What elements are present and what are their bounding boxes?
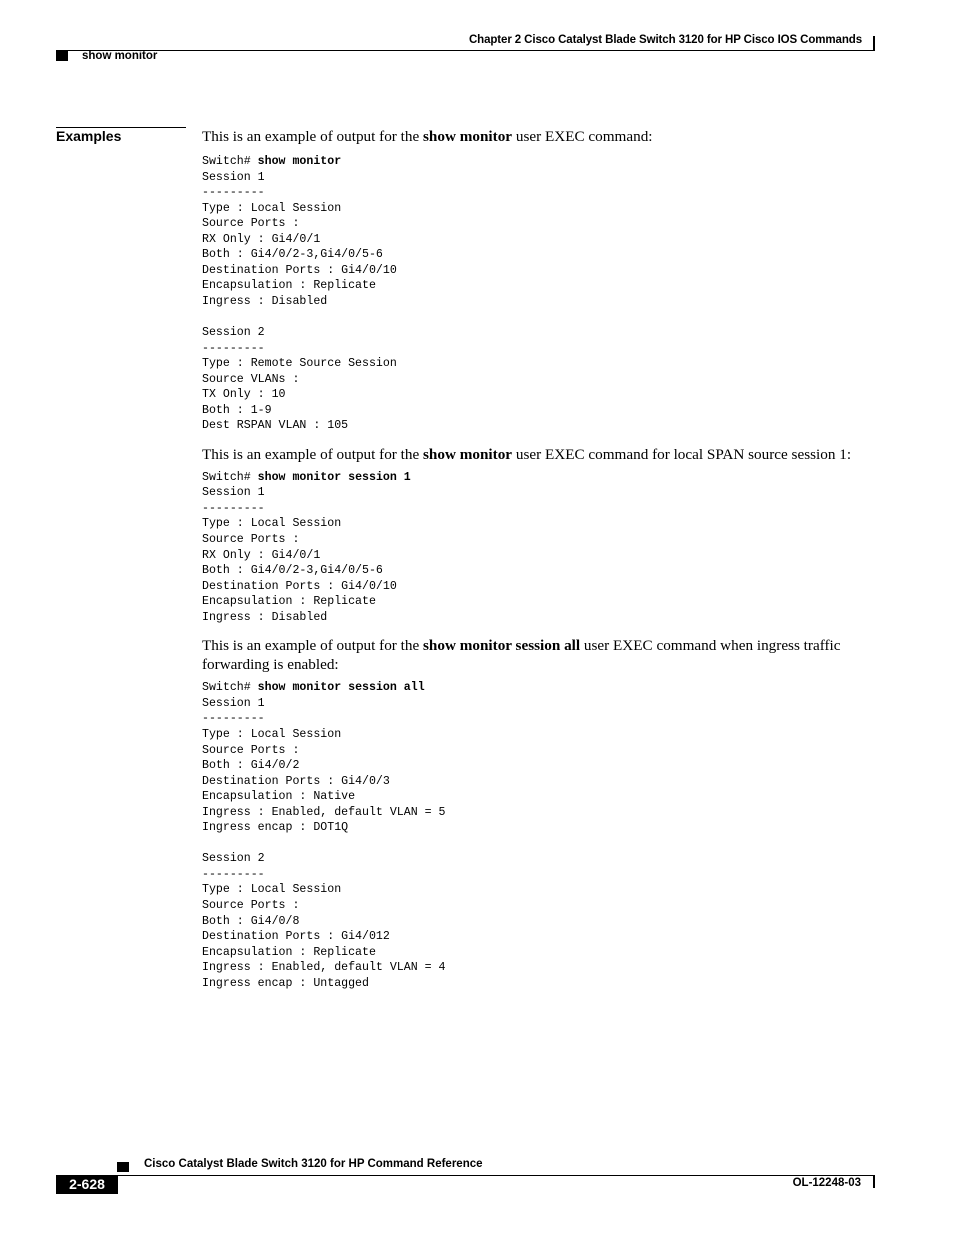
example-intro-3: This is an example of output for the show monitor session all user EXEC command when ingress traffic forwarding is enabled: (202, 637, 841, 674)
book-title: Cisco Catalyst Blade Switch 3120 for HP Command Reference (144, 1158, 483, 1170)
examples-heading: Examples (56, 128, 122, 144)
doc-number: OL-12248-03 (792, 1177, 861, 1189)
code-output: Session 1 --------- Type : Local Session Source Ports : RX Only : Gi4/0/1 Both : Gi4/0/2-3,Gi4/0/5-6 Destination Ports : Gi4/0/10 Encapsulation : Replicate Ingress : Disabled Session 2 --------- Type : Remote Source Session Source VLANs : TX Only : 10 Both : 1-9 Dest RSPAN VLAN : 105 (202, 170, 397, 433)
code-output: Session 1 --------- Type : Local Session Source Ports : Both : Gi4/0/2 Destination Ports : Gi4/0/3 Encapsulation : Native Ingress : Enabled, default VLAN = 5 Ingress encap : DOT1Q Session 2 --------- Type : Local Session Source Ports : Both : Gi4/0/8 Destination Ports : Gi4/012 Encapsulation : Replicate Ingress : Enabled, default VLAN = 4 Ingress encap : Untagged (202, 696, 446, 990)
code-output: Session 1 --------- Type : Local Session Source Ports : RX Only : Gi4/0/1 Both : Gi4/0/2-3,Gi4/0/5-6 Destination Ports : Gi4/0/10 Encapsulation : Replicate Ingress : Disabled (202, 486, 397, 624)
code-block-1: Switch# show monitor Session 1 --------- Type : Local Session Source Ports : RX Only : Gi4/0/1 Both : Gi4/0/2-3,Gi4/0/5-6 Destination Ports : Gi4/0/10 Encapsulation : Replicate Ingress : Disabled Session 2 --------- Type : Remote Source Session Source VLANs : TX Only : 10 Both : 1-9 Dest RSPAN VLAN : 105 (202, 155, 397, 433)
chapter-title: Chapter 2 Cisco Catalyst Blade Switch 3120 for HP Cisco IOS Commands (468, 34, 862, 46)
code-block-2: Switch# show monitor session 1 Session 1 --------- Type : Local Session Source Ports : RX Only : Gi4/0/1 Both : Gi4/0/2-3,Gi4/0/5-6 Destination Ports : Gi4/0/10 Encapsulation : Replicate Ingress : Disabled (202, 470, 411, 624)
example-intro-2: This is an example of output for the show monitor user EXEC command for local SPAN source session 1: (202, 445, 852, 463)
examples-content (202, 127, 874, 991)
footer-rule (117, 1175, 875, 1176)
footer-tick (873, 1175, 875, 1188)
command-name: show monitor session all (423, 637, 581, 655)
code-command: show monitor (257, 155, 342, 168)
example-intro-1: This is an example of output for the show monitor user EXEC command: (202, 128, 653, 145)
code-command: show monitor session 1 (257, 470, 411, 484)
code-command: show monitor session all (257, 681, 425, 695)
header-marker (56, 51, 68, 61)
footer-marker (117, 1162, 129, 1172)
command-name: show monitor (423, 128, 513, 145)
section-title: show monitor (82, 50, 158, 62)
command-name: show monitor (423, 445, 513, 463)
header-rule (56, 50, 875, 51)
header-tick (873, 36, 875, 50)
page-number: 2-628 (56, 1175, 118, 1194)
code-block-3: Switch# show monitor session all Session 1 --------- Type : Local Session Source Ports : Both : Gi4/0/2 Destination Ports : Gi4/0/3 Encapsulation : Native Ingress : Enabled, default VLAN = 5 Ingress encap : DOT1Q Session 2 --------- Type : Local Session Source Ports : Both : Gi4/0/8 Destination Ports : Gi4/012 Encapsulation : Replicate Ingress : Enabled, default VLAN = 4 Ingress encap : Untagged (202, 681, 446, 990)
